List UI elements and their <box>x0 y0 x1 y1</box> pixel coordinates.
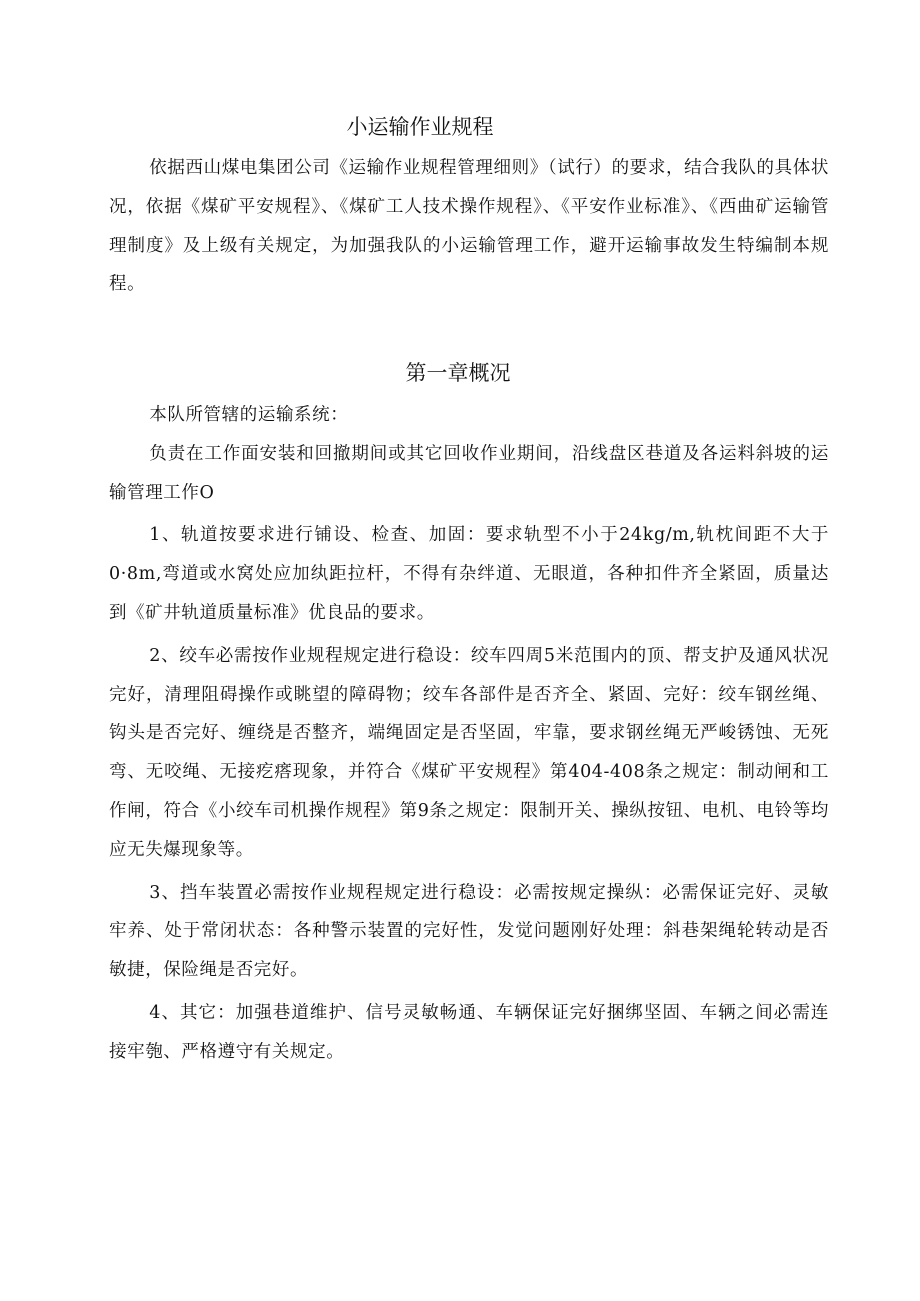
intro-paragraph: 依据西山煤电集团公司《运输作业规程管理细则》（试行）的要求，结合我队的具体状况，依据《煤矿平安规程》、《煤矿工人技术操作规程》、《平安作业标准》、《西曲矿运输管理制度》及上级有关规定，为加强我队的小运输管理工作，避开运输事故发生特编制本规程。 <box>109 158 829 295</box>
paragraph-system: 本队所管辖的运输系统： <box>149 405 349 425</box>
document-title: 小运输作业规程 <box>346 115 494 139</box>
paragraph-winch: 2、绞车必需按作业规程规定进行稳设：绞车四周5米范围内的顶、帮支护及通风状况完好，清理阻碍操作或眺望的障碍物；绞车各部件是否齐全、紧固、完好：绞车钢丝绳、钩头是否完好、缠绕是否整齐，端绳固定是否坚固，牢靠，要求钢丝绳无严峻锈蚀、无死弯、无咬绳、无接疙瘩现象，并符合《煤矿平安规程》第404-408条之规定：制动闸和工作闸，符合《小绞车司机操作规程》第9条之规定：限制开关、操纵按钮、电机、电铃等均应无失爆现象等。 <box>109 645 829 860</box>
intro-block <box>109 149 829 304</box>
paragraph-stop-device: 3、挡车装置必需按作业规程规定进行稳设：必需按规定操纵：必需保证完好、灵敏牢养、处于常闭状态：各种警示装置的完好性，发觉问题刚好处理：斜巷架绳轮转动是否敏捷，保险绳是否完好。 <box>109 882 829 981</box>
chapter-title: 第一章概况 <box>405 361 511 385</box>
paragraph-track: 1、轨道按要求进行铺设、检查、加固：要求轨型不小于24kg/m,轨枕间距不大于0·8m,弯道或水窝处应加纨距拉杆，不得有杂绊道、无眼道，各种扣件齐全紧固，质量达到《矿井轨道质量标准》优良品的要求。 <box>109 525 829 623</box>
paragraph-responsibility: 负责在工作面安装和回撤期间或其它回收作业期间，沿线盘区巷道及各运料斜坡的运输管理工作O <box>109 443 829 503</box>
chapter-body <box>109 396 829 1072</box>
paragraph-other: 4、其它：加强巷道维护、信号灵敏畅通、车辆保证完好捆绑坚固、车辆之间必需连接牢匏、严格遵守有关规定。 <box>109 1002 829 1062</box>
